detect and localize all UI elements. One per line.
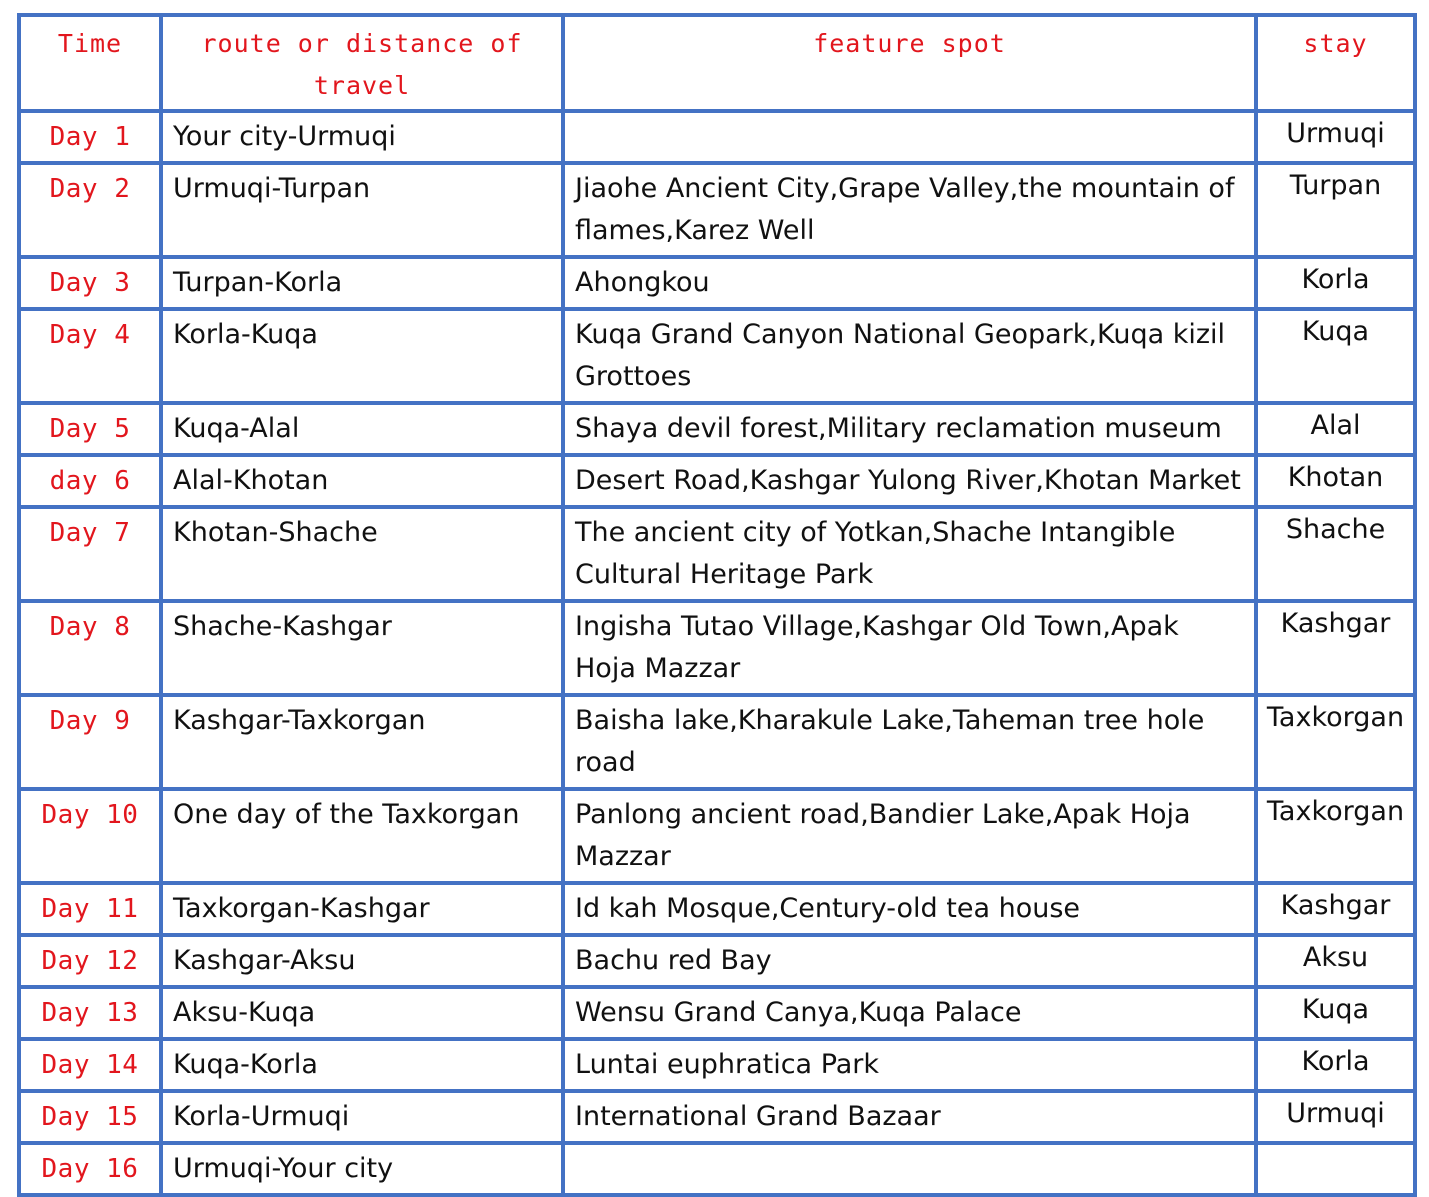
feature-spot-cell: Panlong ancient road,Bandier Lake,Apak Hoja Mazzar xyxy=(563,789,1256,883)
table-row xyxy=(19,789,1415,883)
route-cell: Khotan-Shache xyxy=(161,507,563,601)
route-cell: Alal-Khotan xyxy=(161,455,563,507)
stay-cell xyxy=(1256,1143,1415,1195)
day-cell: Day 2 xyxy=(19,163,161,257)
stay-cell: Kuqa xyxy=(1256,309,1415,403)
route-cell: Korla-Kuqa xyxy=(161,309,563,403)
stay-cell: Aksu xyxy=(1256,935,1415,987)
stay-cell: Shache xyxy=(1256,507,1415,601)
route-cell: Kashgar-Aksu xyxy=(161,935,563,987)
feature-spot-cell: Wensu Grand Canya,Kuqa Palace xyxy=(563,987,1256,1039)
stay-cell: Kashgar xyxy=(1256,883,1415,935)
route-cell: Kuqa-Korla xyxy=(161,1039,563,1091)
table-row xyxy=(19,257,1415,309)
day-cell: Day 1 xyxy=(19,111,161,163)
itinerary-table xyxy=(17,13,1417,1197)
feature-spot-cell: Ingisha Tutao Village,Kashgar Old Town,Apak Hoja Mazzar xyxy=(563,601,1256,695)
route-cell: Korla-Urmuqi xyxy=(161,1091,563,1143)
day-cell: Day 7 xyxy=(19,507,161,601)
stay-cell: Khotan xyxy=(1256,455,1415,507)
feature-spot-cell: Desert Road,Kashgar Yulong River,Khotan Market xyxy=(563,455,1256,507)
feature-spot-cell: Luntai euphratica Park xyxy=(563,1039,1256,1091)
stay-cell: Turpan xyxy=(1256,163,1415,257)
table-row xyxy=(19,309,1415,403)
table-row xyxy=(19,695,1415,789)
header-stay: stay xyxy=(1256,15,1415,111)
feature-spot-cell: Ahongkou xyxy=(563,257,1256,309)
stay-cell: Taxkorgan xyxy=(1256,789,1415,883)
day-cell: Day 11 xyxy=(19,883,161,935)
stay-cell: Korla xyxy=(1256,257,1415,309)
route-cell: Kuqa-Alal xyxy=(161,403,563,455)
table-row xyxy=(19,1143,1415,1195)
feature-spot-cell: Id kah Mosque,Century-old tea house xyxy=(563,883,1256,935)
day-cell: Day 3 xyxy=(19,257,161,309)
route-cell: Your city-Urmuqi xyxy=(161,111,563,163)
route-cell: Urmuqi-Turpan xyxy=(161,163,563,257)
route-cell: One day of the Taxkorgan xyxy=(161,789,563,883)
itinerary-body xyxy=(19,111,1415,1195)
day-cell: Day 8 xyxy=(19,601,161,695)
route-cell: Shache-Kashgar xyxy=(161,601,563,695)
table-row xyxy=(19,1039,1415,1091)
stay-cell: Urmuqi xyxy=(1256,1091,1415,1143)
table-row xyxy=(19,601,1415,695)
stay-cell: Korla xyxy=(1256,1039,1415,1091)
day-cell: Day 9 xyxy=(19,695,161,789)
header-row xyxy=(19,15,1415,111)
table-row xyxy=(19,935,1415,987)
day-cell: Day 16 xyxy=(19,1143,161,1195)
feature-spot-cell xyxy=(563,111,1256,163)
day-cell: day 6 xyxy=(19,455,161,507)
feature-spot-cell xyxy=(563,1143,1256,1195)
feature-spot-cell: Kuqa Grand Canyon National Geopark,Kuqa kizil Grottoes xyxy=(563,309,1256,403)
table-row xyxy=(19,111,1415,163)
day-cell: Day 4 xyxy=(19,309,161,403)
day-cell: Day 10 xyxy=(19,789,161,883)
route-cell: Taxkorgan-Kashgar xyxy=(161,883,563,935)
day-cell: Day 13 xyxy=(19,987,161,1039)
day-cell: Day 12 xyxy=(19,935,161,987)
stay-cell: Kuqa xyxy=(1256,987,1415,1039)
feature-spot-cell: Baisha lake,Kharakule Lake,Taheman tree hole road xyxy=(563,695,1256,789)
table-row xyxy=(19,163,1415,257)
header-time: Time xyxy=(19,15,161,111)
header-route: route or distance of travel xyxy=(161,15,563,111)
route-cell: Aksu-Kuqa xyxy=(161,987,563,1039)
stay-cell: Taxkorgan xyxy=(1256,695,1415,789)
table-row xyxy=(19,1091,1415,1143)
feature-spot-cell: International Grand Bazaar xyxy=(563,1091,1256,1143)
stay-cell: Urmuqi xyxy=(1256,111,1415,163)
route-cell: Urmuqi-Your city xyxy=(161,1143,563,1195)
table-row xyxy=(19,883,1415,935)
day-cell: Day 5 xyxy=(19,403,161,455)
table-row xyxy=(19,403,1415,455)
stay-cell: Alal xyxy=(1256,403,1415,455)
table-row xyxy=(19,455,1415,507)
feature-spot-cell: The ancient city of Yotkan,Shache Intangible Cultural Heritage Park xyxy=(563,507,1256,601)
day-cell: Day 14 xyxy=(19,1039,161,1091)
route-cell: Turpan-Korla xyxy=(161,257,563,309)
feature-spot-cell: Jiaohe Ancient City,Grape Valley,the mountain of flames,Karez Well xyxy=(563,163,1256,257)
feature-spot-cell: Shaya devil forest,Military reclamation museum xyxy=(563,403,1256,455)
route-cell: Kashgar-Taxkorgan xyxy=(161,695,563,789)
header-feature-spot: feature spot xyxy=(563,15,1256,111)
day-cell: Day 15 xyxy=(19,1091,161,1143)
feature-spot-cell: Bachu red Bay xyxy=(563,935,1256,987)
table-row xyxy=(19,987,1415,1039)
stay-cell: Kashgar xyxy=(1256,601,1415,695)
table-row xyxy=(19,507,1415,601)
